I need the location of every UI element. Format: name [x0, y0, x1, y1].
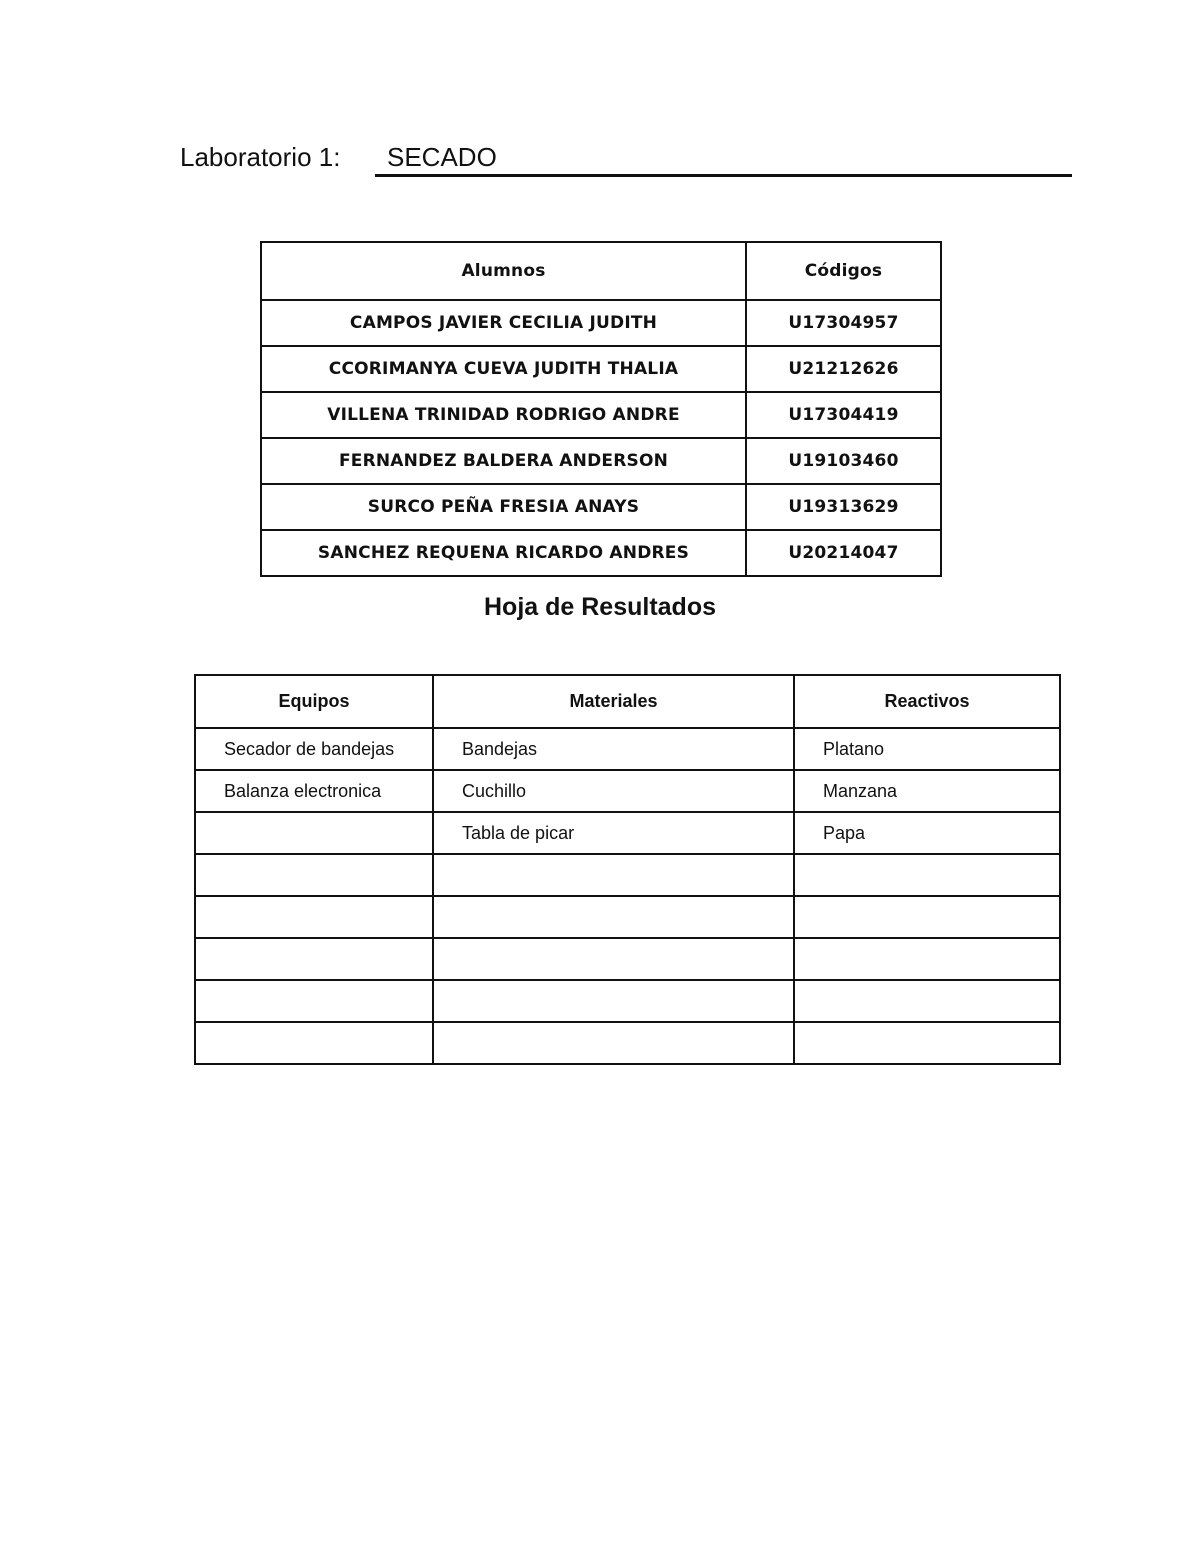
- reactivos-cell: Platano: [794, 728, 1060, 770]
- materiales-cell: [433, 980, 794, 1022]
- table-row: [261, 300, 941, 346]
- results-header-materiales: Materiales: [433, 675, 794, 728]
- table-row: [195, 770, 1060, 812]
- equipos-cell: [195, 938, 433, 980]
- student-name: VILLENA TRINIDAD RODRIGO ANDRE: [261, 392, 746, 438]
- reactivos-cell: [794, 980, 1060, 1022]
- student-name: CCORIMANYA CUEVA JUDITH THALIA: [261, 346, 746, 392]
- students-table: [260, 241, 942, 577]
- materiales-cell: [433, 854, 794, 896]
- student-code: U17304419: [746, 392, 941, 438]
- materiales-cell: Bandejas: [433, 728, 794, 770]
- student-code: U19313629: [746, 484, 941, 530]
- materiales-cell: Tabla de picar: [433, 812, 794, 854]
- results-table: [194, 674, 1061, 1065]
- equipos-cell: Secador de bandejas: [195, 728, 433, 770]
- student-name: SURCO PEÑA FRESIA ANAYS: [261, 484, 746, 530]
- equipos-cell: [195, 980, 433, 1022]
- equipos-cell: [195, 812, 433, 854]
- lab-label: Laboratorio 1:: [180, 142, 341, 172]
- reactivos-cell: [794, 896, 1060, 938]
- equipos-cell: [195, 896, 433, 938]
- results-header-reactivos: Reactivos: [794, 675, 1060, 728]
- results-header-equipos: Equipos: [195, 675, 433, 728]
- students-header-codigos: Códigos: [746, 242, 941, 300]
- table-row: [195, 980, 1060, 1022]
- student-code: U21212626: [746, 346, 941, 392]
- table-row: [195, 938, 1060, 980]
- reactivos-cell: Papa: [794, 812, 1060, 854]
- table-row: [261, 392, 941, 438]
- table-row: [261, 530, 941, 576]
- equipos-cell: [195, 1022, 433, 1064]
- student-code: U17304957: [746, 300, 941, 346]
- lab-heading: [180, 138, 1072, 180]
- table-row: [195, 1022, 1060, 1064]
- equipos-cell: Balanza electronica: [195, 770, 433, 812]
- students-header-alumnos: Alumnos: [261, 242, 746, 300]
- results-header-row: [195, 675, 1060, 728]
- lab-title: SECADO: [387, 142, 497, 172]
- student-name: SANCHEZ REQUENA RICARDO ANDRES: [261, 530, 746, 576]
- student-code: U20214047: [746, 530, 941, 576]
- table-row: [195, 854, 1060, 896]
- reactivos-cell: Manzana: [794, 770, 1060, 812]
- student-code: U19103460: [746, 438, 941, 484]
- results-title: Hoja de Resultados: [484, 593, 716, 621]
- students-header-row: [261, 242, 941, 300]
- materiales-cell: Cuchillo: [433, 770, 794, 812]
- table-row: [195, 896, 1060, 938]
- table-row: [261, 484, 941, 530]
- student-name: CAMPOS JAVIER CECILIA JUDITH: [261, 300, 746, 346]
- reactivos-cell: [794, 938, 1060, 980]
- materiales-cell: [433, 938, 794, 980]
- materiales-cell: [433, 1022, 794, 1064]
- table-row: [195, 812, 1060, 854]
- reactivos-cell: [794, 854, 1060, 896]
- table-row: [261, 438, 941, 484]
- student-name: FERNANDEZ BALDERA ANDERSON: [261, 438, 746, 484]
- reactivos-cell: [794, 1022, 1060, 1064]
- table-row: [261, 346, 941, 392]
- materiales-cell: [433, 896, 794, 938]
- title-underline: [375, 174, 1072, 177]
- table-row: [195, 728, 1060, 770]
- equipos-cell: [195, 854, 433, 896]
